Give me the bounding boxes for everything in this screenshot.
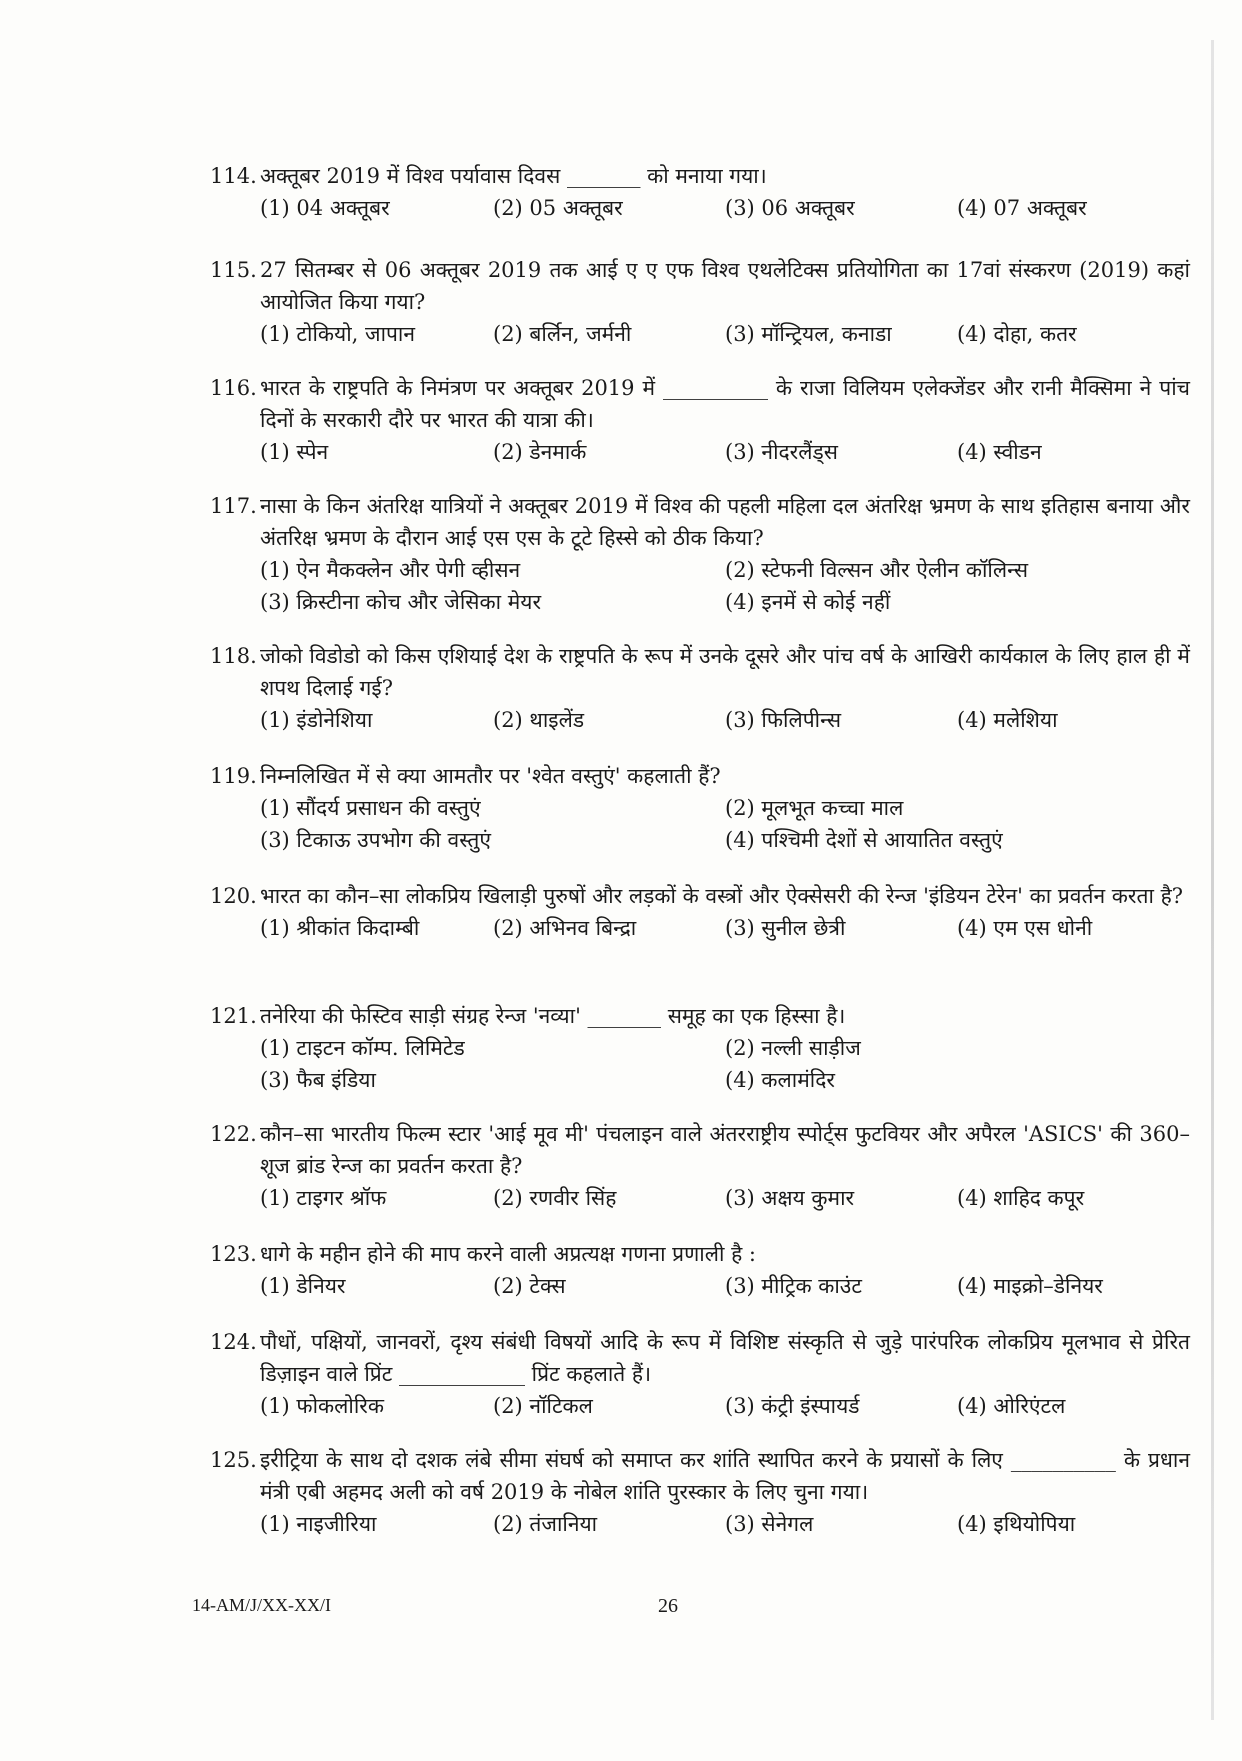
question-122: [210, 1118, 1190, 1214]
question-text: नासा के किन अंतरिक्ष यात्रियों ने अक्तूबर 2019 में विश्व की पहली महिला दल अंतरिक्ष भ्रमण के साथ इतिहास बनाया और अंतरिक्ष भ्रमण के दौरान आई एस एस के टूटे हिस्से को ठीक किया?: [260, 494, 1190, 550]
question-number: 122.: [210, 1122, 257, 1146]
option-3: (3) सुनील छेत्री: [725, 916, 846, 940]
option-4: (4) मलेशिया: [957, 708, 1058, 732]
option-2: (2) मूलभूत कच्चा माल: [725, 796, 904, 820]
option-4: (4) शाहिद कपूर: [957, 1186, 1085, 1210]
question-116: [210, 372, 1190, 468]
option-3: (3) फिलिपीन्स: [725, 708, 842, 732]
option-4: (4) पश्चिमी देशों से आयातित वस्तुएं: [725, 828, 1003, 852]
option-2: (2) डेनमार्क: [493, 440, 587, 464]
question-number: 121.: [210, 1004, 257, 1028]
paper-code: 14-AM/J/XX-XX/I: [192, 1595, 331, 1615]
option-2: (2) अभिनव बिन्द्रा: [493, 916, 637, 940]
option-1: (1) स्पेन: [260, 440, 329, 464]
option-3: (3) अक्षय कुमार: [725, 1186, 855, 1210]
option-1: (1) टाइगर श्रॉफ: [260, 1186, 387, 1210]
option-4: (4) इनमें से कोई नहीं: [725, 590, 891, 614]
option-4: (4) माइक्रो–डेनियर: [957, 1274, 1103, 1298]
option-3: (3) फैब इंडिया: [260, 1068, 376, 1092]
question-121: [210, 1000, 1190, 1096]
option-2: (2) रणवीर सिंह: [493, 1186, 617, 1210]
option-3: (3) मीट्रिक काउंट: [725, 1274, 862, 1298]
question-number: 115.: [210, 258, 257, 282]
option-2: (2) बर्लिन, जर्मनी: [493, 322, 632, 346]
question-124: [210, 1326, 1190, 1422]
option-3: (3) कंट्री इंस्पायर्ड: [725, 1394, 860, 1418]
question-text: कौन–सा भारतीय फिल्म स्टार 'आई मूव मी' पंचलाइन वाले अंतरराष्ट्रीय स्पोर्ट्स फुटवियर और अपैरल 'ASICS' की 360–शूज ब्रांड रेन्ज का प्रवर्तन करता है?: [260, 1122, 1190, 1178]
option-2: (2) तंजानिया: [493, 1512, 598, 1536]
question-120: [210, 880, 1190, 944]
option-1: (1) नाइजीरिया: [260, 1512, 377, 1536]
option-2: (2) 05 अक्तूबर: [493, 196, 623, 220]
option-3: (3) मॉन्ट्रियल, कनाडा: [725, 322, 892, 346]
question-118: [210, 640, 1190, 736]
question-number: 117.: [210, 494, 257, 518]
question-125: [210, 1444, 1190, 1540]
option-2: (2) टेक्स: [493, 1274, 566, 1298]
option-4: (4) कलामंदिर: [725, 1068, 835, 1092]
option-3: (3) सेनेगल: [725, 1512, 814, 1536]
option-1: (1) डेनियर: [260, 1274, 346, 1298]
option-3: (3) क्रिस्टीना कोच और जेसिका मेयर: [260, 590, 542, 614]
question-number: 125.: [210, 1448, 257, 1472]
question-number: 120.: [210, 884, 257, 908]
option-1: (1) सौंदर्य प्रसाधन की वस्तुएं: [260, 796, 481, 820]
option-4: (4) ओरिएंटल: [957, 1394, 1066, 1418]
option-3: (3) टिकाऊ उपभोग की वस्तुएं: [260, 828, 491, 852]
question-117: [210, 490, 1190, 618]
question-text: भारत के राष्ट्रपति के निमंत्रण पर अक्तूबर 2019 में __________ के राजा विलियम एलेक्जेंडर और रानी मैक्सिमा ने पांच दिनों के सरकारी दौरे पर भारत की यात्रा की।: [260, 376, 1190, 432]
scan-edge: [1211, 40, 1214, 1720]
option-4: (4) एम एस धोनी: [957, 916, 1093, 940]
option-2: (2) स्टेफनी विल्सन और ऐलीन कॉलिन्स: [725, 558, 1029, 582]
question-text: निम्नलिखित में से क्या आमतौर पर 'श्वेत वस्तुएं' कहलाती हैं?: [260, 764, 721, 788]
question-number: 114.: [210, 164, 257, 188]
question-text: धागे के महीन होने की माप करने वाली अप्रत्यक्ष गणना प्रणाली है :: [260, 1242, 757, 1266]
option-2: (2) नॉटिकल: [493, 1394, 593, 1418]
option-1: (1) श्रीकांत किदाम्बी: [260, 916, 420, 940]
question-number: 119.: [210, 764, 257, 788]
option-1: (1) इंडोनेशिया: [260, 708, 373, 732]
question-text: 27 सितम्बर से 06 अक्तूबर 2019 तक आई ए ए एफ विश्व एथलेटिक्स प्रतियोगिता का 17वां संस्करण (2019) कहां आयोजित किया गया?: [260, 258, 1190, 314]
option-1: (1) फोकलोरिक: [260, 1394, 385, 1418]
option-1: (1) टाइटन कॉम्प. लिमिटेड: [260, 1036, 465, 1060]
question-123: [210, 1238, 1190, 1302]
option-4: (4) स्वीडन: [957, 440, 1042, 464]
option-3: (3) 06 अक्तूबर: [725, 196, 855, 220]
question-text: पौधों, पक्षियों, जानवरों, दृश्य संबंधी विषयों आदि के रूप में विशिष्ट संस्कृति से जुड़े पारंपरिक लोकप्रिय मूलभाव से प्रेरित डिज़ाइन वाले प्रिंट ____________ प्रिंट कहलाते हैं।: [260, 1330, 1190, 1386]
question-number: 116.: [210, 376, 257, 400]
option-2: (2) नल्ली साड़ीज: [725, 1036, 861, 1060]
option-3: (3) नीदरलैंड्स: [725, 440, 838, 464]
question-text: इरीट्रिया के साथ दो दशक लंबे सीमा संघर्ष को समाप्त कर शांति स्थापित करने के प्रयासों के लिए __________ के प्रधान मंत्री एबी अहमद अली को वर्ष 2019 के नोबेल शांति पुरस्कार के लिए चुना गया।: [260, 1448, 1190, 1504]
question-114: [210, 160, 1190, 224]
question-number: 118.: [210, 644, 257, 668]
question-text: भारत का कौन–सा लोकप्रिय खिलाड़ी पुरुषों और लड़कों के वस्त्रों और ऐक्सेसरी की रेन्ज 'इंडियन टेरेन' का प्रवर्तन करता है?: [260, 884, 1183, 908]
question-number: 124.: [210, 1330, 257, 1354]
question-text: तनेरिया की फेस्टिव साड़ी संग्रह रेन्ज 'नव्या' _______ समूह का एक हिस्सा है।: [260, 1004, 846, 1028]
option-1: (1) ऐन मैकक्लेन और पेगी व्हीसन: [260, 558, 521, 582]
option-4: (4) 07 अक्तूबर: [957, 196, 1087, 220]
question-text: जोको विडोडो को किस एशियाई देश के राष्ट्रपति के रूप में उनके दूसरे और पांच वर्ष के आखिरी कार्यकाल के लिए हाल ही में शपथ दिलाई गई?: [260, 644, 1190, 700]
option-4: (4) दोहा, कतर: [957, 322, 1077, 346]
option-1: (1) 04 अक्तूबर: [260, 196, 390, 220]
question-115: [210, 254, 1190, 350]
question-119: [210, 760, 1190, 856]
question-number: 123.: [210, 1242, 257, 1266]
option-4: (4) इथियोपिया: [957, 1512, 1076, 1536]
option-2: (2) थाइलेंड: [493, 708, 585, 732]
question-text: अक्तूबर 2019 में विश्व पर्यावास दिवस _______ को मनाया गया।: [260, 164, 767, 188]
option-1: (1) टोकियो, जापान: [260, 322, 416, 346]
page-number: 26: [658, 1595, 678, 1617]
